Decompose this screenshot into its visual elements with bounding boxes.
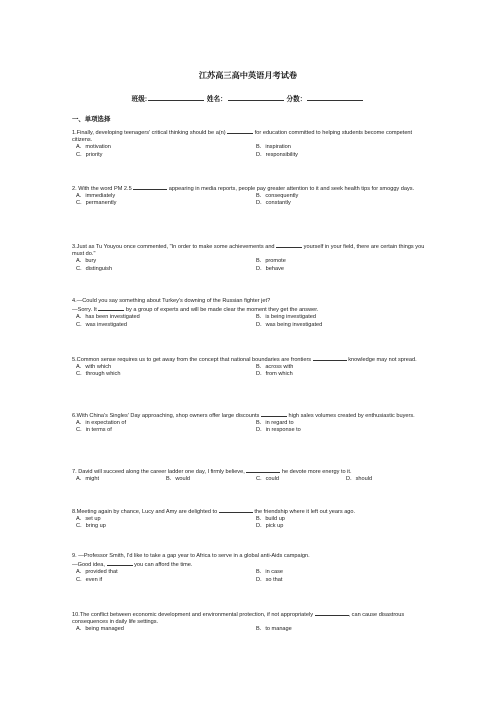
question <box>72 128 432 159</box>
answer-option[interactable]: A．motivation <box>76 144 111 151</box>
question <box>72 355 432 379</box>
options-grid <box>72 626 432 633</box>
question <box>72 553 432 584</box>
answer-option[interactable]: B．is being investigated <box>256 314 317 321</box>
stem-text: , can cause disastrous consequences in daily life settings. <box>72 612 405 626</box>
question-stem <box>72 610 432 626</box>
options-grid <box>72 144 432 158</box>
question <box>72 610 432 634</box>
answer-option[interactable]: B．in case <box>256 569 284 576</box>
options-grid <box>72 569 432 583</box>
answer-option[interactable]: C．through which <box>76 371 121 378</box>
answer-option[interactable]: C．priority <box>76 151 103 158</box>
stem-text: 9. —Professor Smith, I'd like to take a gap year to Africa to serve in a global anti-Aids campaign. <box>72 553 310 559</box>
stem-text: for education committed to helping students become competent citizens. <box>72 130 413 144</box>
answer-option[interactable]: A．provided that <box>76 569 118 576</box>
question-stem <box>72 553 432 569</box>
answer-blank[interactable] <box>98 305 124 311</box>
answer-option[interactable]: D．so that <box>256 576 283 583</box>
stem-text: by a group of experts and will be made clear the moment they get the answer. <box>124 307 319 314</box>
answer-option[interactable]: C．even if <box>76 576 103 583</box>
answer-blank[interactable] <box>219 507 253 513</box>
answer-option[interactable]: A．with which <box>76 364 112 371</box>
answer-option[interactable]: D．responsibility <box>256 151 298 158</box>
answer-option[interactable]: A．might <box>76 476 100 483</box>
answer-option[interactable]: B．build up <box>256 516 285 523</box>
answer-option[interactable]: B．in regard to <box>256 420 294 427</box>
stem-text: 10.The conflict between economic development and environmental protection, if not appropriately <box>72 612 315 618</box>
stem-text: 3.Just as Tu Youyou once commented, "In order to make some achievements and <box>72 244 277 250</box>
answer-option[interactable]: A．bury <box>76 258 97 265</box>
stem-text: high sales volumes created by enthusiastic buyers. <box>286 413 415 419</box>
answer-blank[interactable] <box>246 467 280 473</box>
answer-option[interactable]: D．constantly <box>256 200 291 207</box>
options-grid <box>72 258 432 272</box>
answer-blank[interactable] <box>133 184 167 190</box>
answer-option[interactable]: C．was investigated <box>76 321 127 328</box>
answer-blank[interactable] <box>315 610 349 616</box>
stem-text: appearing in media reports, people pay greater attention to it and seek health tips for smoggy days. <box>167 186 415 192</box>
answer-option[interactable]: B．consequently <box>256 193 299 200</box>
answer-option[interactable]: A．has been investigated <box>76 314 140 321</box>
answer-blank[interactable] <box>261 411 287 417</box>
score-label: 分数： <box>286 96 307 103</box>
question-stem <box>72 411 432 420</box>
stem-text: 8.Meeting again by chance, Lucy and Amy are delighted to <box>72 509 219 515</box>
question-stem <box>72 298 432 314</box>
class-label: 班级: <box>131 96 148 103</box>
stem-text: he devote more energy to it. <box>280 469 352 475</box>
question <box>72 242 432 273</box>
answer-option[interactable]: B．inspiration <box>256 144 291 151</box>
answer-option[interactable]: B．would <box>166 476 190 483</box>
stem-text: you can afford the time. <box>132 562 193 569</box>
question-stem <box>72 507 432 516</box>
stem-text: 6.With China's Singles' Day approaching, shop owners offer large discounts <box>72 413 261 419</box>
answer-option[interactable]: C．in terms of <box>76 427 112 434</box>
answer-blank[interactable] <box>227 128 253 134</box>
stem-text: 1.Finally, developing teenagers' critical thinking should be a(n) <box>72 130 228 136</box>
score-blank[interactable] <box>307 94 363 101</box>
page-title: 江苏高三高中英语月考试卷 <box>198 71 298 80</box>
question-stem <box>72 467 432 476</box>
options-grid <box>72 314 432 328</box>
question <box>72 298 432 329</box>
stem-text: knowledge may not spread. <box>346 357 417 363</box>
answer-option[interactable]: B．promote <box>256 258 286 265</box>
answer-option[interactable]: D．in response to <box>256 427 301 434</box>
answer-blank[interactable] <box>276 242 302 248</box>
answer-option[interactable]: D．from which <box>256 371 293 378</box>
options-grid <box>72 516 432 530</box>
stem-text: yourself in your field, there are certain things you must do." <box>72 244 425 258</box>
options-grid <box>72 420 432 434</box>
answer-option[interactable]: C．could <box>256 476 280 483</box>
answer-option[interactable]: B．across with <box>256 364 294 371</box>
answer-option[interactable]: A．being managed <box>76 626 124 633</box>
stem-text: —Sorry. It <box>72 307 99 314</box>
question <box>72 411 432 435</box>
section-title: 一、单项选择 <box>72 116 111 123</box>
options-grid <box>72 364 432 378</box>
answer-option[interactable]: C．distinguish <box>76 265 113 272</box>
answer-option[interactable]: C．permanently <box>76 200 117 207</box>
student-info-line <box>0 93 496 103</box>
answer-blank[interactable] <box>313 355 347 361</box>
stem-text: 5.Common sense requires us to get away from the concept that national boundaries are frontiers <box>72 357 313 363</box>
name-label: 姓名： <box>206 96 227 103</box>
answer-option[interactable]: A．immediately <box>76 193 116 200</box>
class-blank[interactable] <box>148 94 204 101</box>
answer-blank[interactable] <box>107 560 133 566</box>
answer-option[interactable]: C．bring up <box>76 523 106 530</box>
question-stem <box>72 355 432 364</box>
question <box>72 184 432 208</box>
options-grid <box>72 193 432 207</box>
answer-option[interactable]: A．set up <box>76 516 101 523</box>
answer-option[interactable]: D．was being investigated <box>256 321 323 328</box>
options-grid <box>72 476 432 483</box>
stem-text: 7. David will succeed along the career ladder one day, I firmly believe, <box>72 469 247 475</box>
stem-text: —Good idea, <box>72 562 107 569</box>
question-stem <box>72 128 432 144</box>
question <box>72 467 432 483</box>
answer-option[interactable]: A．in expectation of <box>76 420 127 427</box>
name-blank[interactable] <box>228 94 284 101</box>
answer-option[interactable]: D．behave <box>256 265 284 272</box>
question <box>72 507 432 531</box>
stem-text: 2. With the word PM 2.5 <box>72 186 134 192</box>
question-stem <box>72 242 432 258</box>
question-stem <box>72 184 432 193</box>
answer-option[interactable]: D．should <box>346 476 373 483</box>
answer-option[interactable]: B．to manage <box>256 626 292 633</box>
stem-text: 4.—Could you say something about Turkey's downing of the Russian fighter jet? <box>72 298 271 304</box>
answer-option[interactable]: D．pick up <box>256 523 284 530</box>
stem-text: the friendship where it left out years ago. <box>252 509 356 515</box>
